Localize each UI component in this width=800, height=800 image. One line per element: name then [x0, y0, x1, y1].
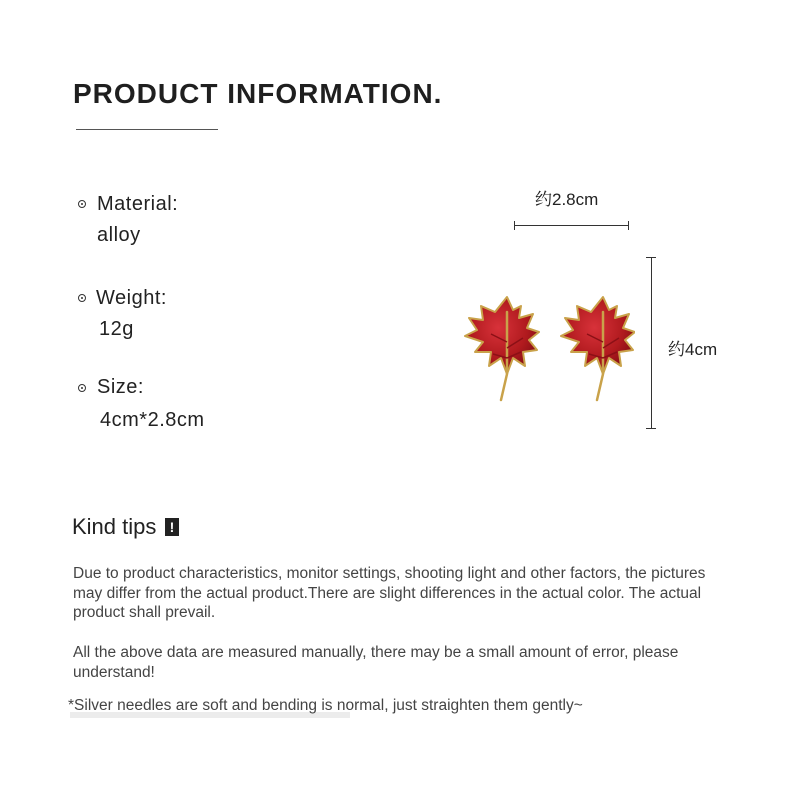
height-dimension-tick [646, 257, 656, 258]
spec-label-size: Size: [97, 376, 144, 398]
spec-value-weight: 12g [99, 318, 134, 340]
exclamation-icon: ! [165, 518, 179, 536]
title-underline [76, 129, 218, 130]
spec-label-weight: Weight: [96, 287, 167, 309]
tips-paragraph-1: Due to product characteristics, monitor settings, shooting light and other factors, the pictures may differ from the actual product.There are slight differences in the actual color. The actual product shall prevail. [73, 565, 706, 621]
bullet-icon [78, 294, 86, 302]
maple-leaf-earring-left [465, 297, 539, 400]
spec-value-material: alloy [97, 224, 141, 246]
width-dimension-label: 约2.8cm [535, 190, 599, 209]
spec-label-material: Material: [97, 193, 179, 215]
page-title: PRODUCT INFORMATION. [73, 78, 443, 109]
width-dimension-tick [628, 221, 629, 230]
spec-value-size: 4cm*2.8cm [100, 409, 205, 431]
tips-paragraph-2: All the above data are measured manually, there may be a small amount of error, please understand! [73, 644, 679, 681]
width-dimension-tick [514, 221, 515, 230]
height-dimension-tick [646, 428, 656, 429]
maple-leaf-earring-right [561, 297, 635, 400]
height-dimension-label: 约4cm [668, 340, 718, 359]
tips-note: *Silver needles are soft and bending is normal, just straighten them gently~ [68, 697, 583, 714]
product-image [455, 292, 635, 412]
height-dimension-line [651, 257, 652, 429]
width-dimension-line [514, 225, 629, 226]
bullet-icon [78, 384, 86, 392]
bullet-icon [78, 200, 86, 208]
kind-tips-heading: Kind tips [72, 514, 157, 539]
